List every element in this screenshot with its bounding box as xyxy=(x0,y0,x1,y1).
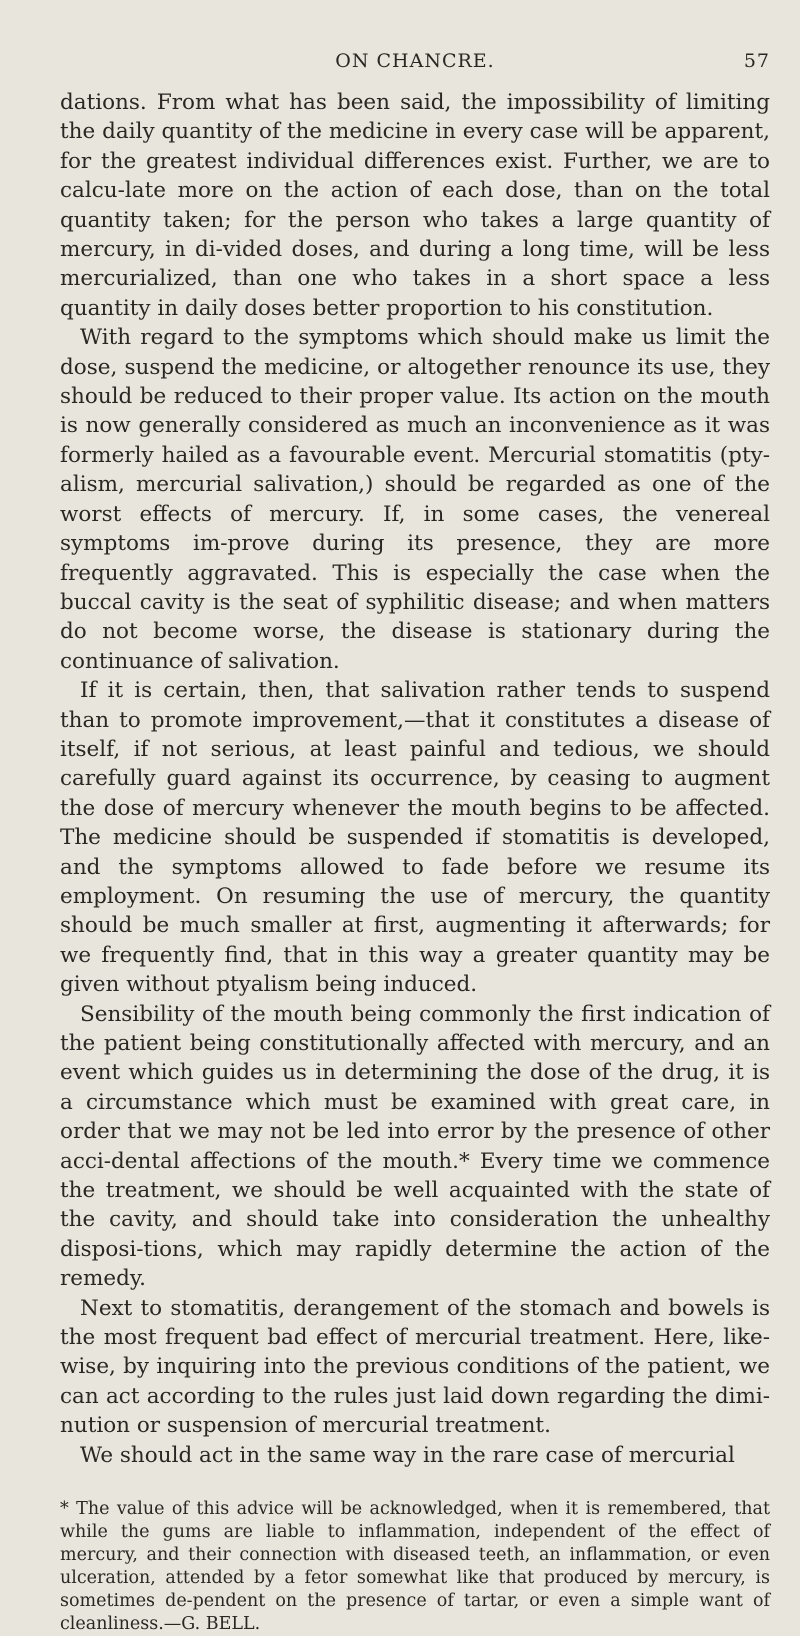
footnote: * The value of this advice will be acknowledged, when it is remembered, that while the gums are liable to inflammation, independent of the effect of mercury, and their connection with diseased teeth, an inflammation, or even ulceration, attended by a fetor somewhat like that produced by mercury, is sometimes de-pendent on the presence of tartar, or even a simple want of cleanliness.—G. BELL. xyxy=(60,1499,770,1635)
page-number: 57 xyxy=(743,50,770,72)
page-header xyxy=(60,50,770,88)
paragraph: Sensibility of the mouth being commonly the first indication of the patient being constitutionally affected with mercury, and an event which guides us in determining the dose of the drug, it is a circumstance which must be examined with great care, in order that we may not be led into error by the presence of other acci-dental affections of the mouth.* Every time we commence the treatment, we should be well acquainted with the state of the cavity, and should take into consideration the unhealthy disposi-tions, which may rapidly determine the action of the remedy. xyxy=(60,1001,770,1292)
paragraph: Next to stomatitis, derangement of the stomach and bowels is the most frequent bad effect of mercurial treatment. Here, like-wise, by inquiring into the previous conditions of the patient, we can act according to the rules just laid down regarding the dimi-nution or suspension of mercurial treatment. xyxy=(60,1295,770,1439)
paragraph: If it is certain, then, that salivation rather tends to suspend than to promote improvement,—that it constitutes a disease of itself, if not serious, at least painful and tedious, we should carefully guard against its occurrence, by ceasing to augment the dose of mercury whenever the mouth begins to be affected. The medicine should be suspended if stomatitis is developed, and the symptoms allowed to fade before we resume its employment. On resuming the use of mercury, the quantity should be much smaller at first, augmenting it afterwards; for we frequently find, that in this way a greater quantity may be given without ptyalism being induced. xyxy=(60,678,770,998)
body-text xyxy=(60,88,770,1470)
paragraph: We should act in the same way in the rare case of mercurial xyxy=(80,1442,735,1468)
paragraph: With regard to the symptoms which should make us limit the dose, suspend the medicine, or altogether renounce its use, they should be reduced to their proper value. Its action on the mouth is now generally considered as much an inconvenience as it was formerly hailed as a favourable event. Mercurial stomatitis (pty-alism, mercurial salivation,) should be regarded as one of the worst effects of mercury. If, in some cases, the venereal symptoms im-prove during its presence, they are more frequently aggravated. This is especially the case when the buccal cavity is the seat of syphilitic disease; and when matters do not become worse, the disease is stationary during the continuance of salivation. xyxy=(60,325,770,674)
paragraph: dations. From what has been said, the impossibility of limiting the daily quantity of the medicine in every case will be apparent, for the greatest individual differences exist. Further, we are to calcu-late more on the action of each dose, than on the total quantity taken; for the person who takes a large quantity of mercury, in di-vided doses, and during a long time, will be less mercurialized, than one who takes in a short space a less quantity in daily doses better proportion to his constitution. xyxy=(60,90,770,321)
running-head: ON CHANCRE. xyxy=(335,50,495,72)
